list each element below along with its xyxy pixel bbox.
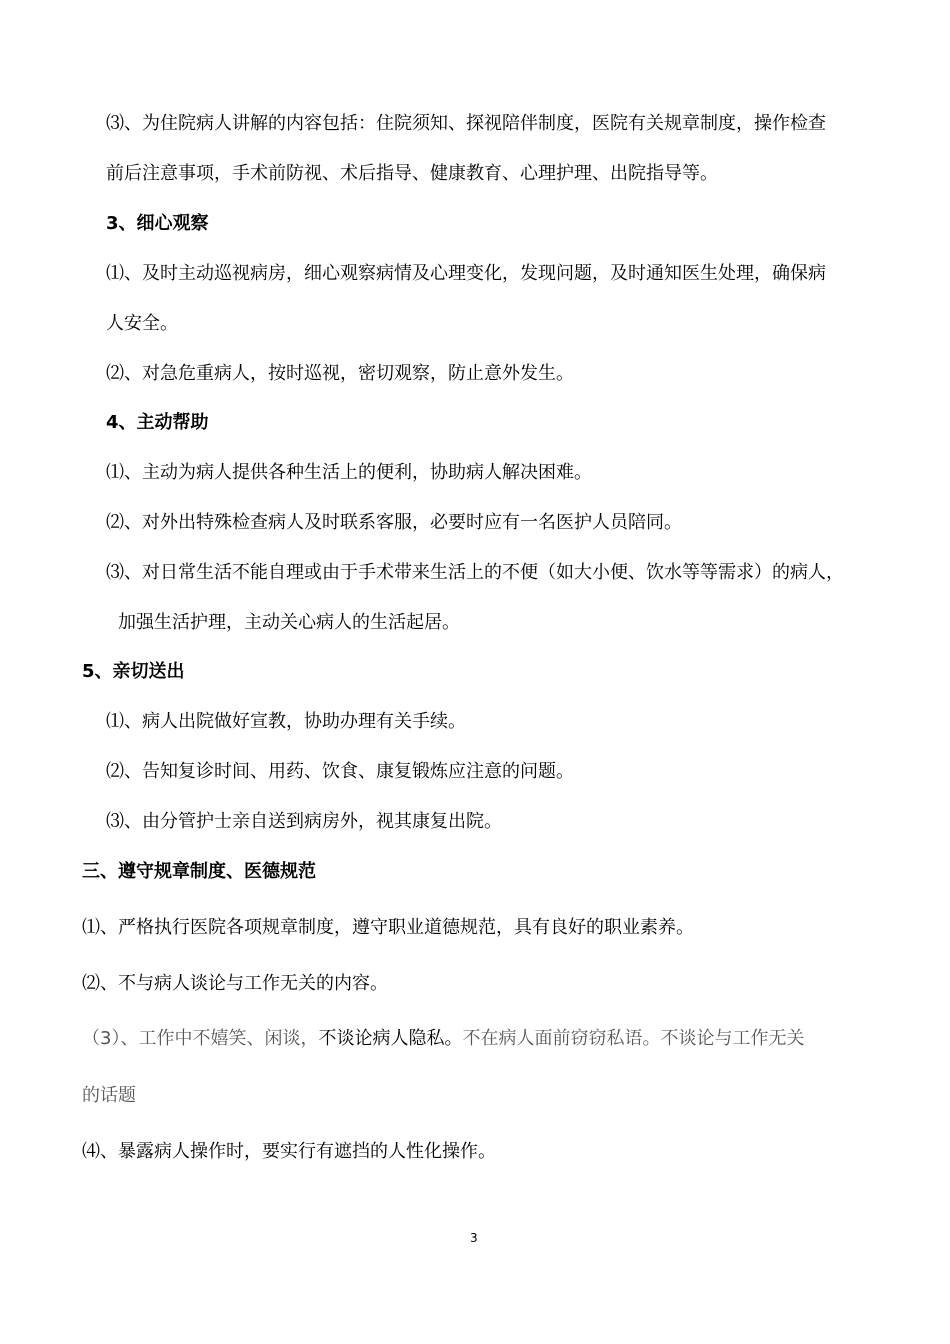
- section3-item1-line1: ⑴、及时主动巡视病房，细心观察病情及心理变化，发现问题，及时通知医生处理，确保病: [106, 263, 826, 284]
- section5-item1: ⑴、病人出院做好宣教，协助办理有关手续。: [106, 711, 466, 732]
- intro-item3-line1: ⑶、为住院病人讲解的内容包括：住院须知、探视陪伴制度，医院有关规章制度，操作检查: [106, 113, 826, 134]
- page-number: 3: [470, 1231, 478, 1245]
- chapter3-heading: 三、遵守规章制度、医德规范: [82, 861, 316, 882]
- section4-item3-line2: 加强生活护理，主动关心病人的生活起居。: [118, 612, 460, 633]
- chapter3-item3-part2: 不谈论病人隐私。: [318, 1028, 463, 1049]
- section4-item1: ⑴、主动为病人提供各种生活上的便利，协助病人解决困难。: [106, 462, 592, 483]
- section5-heading: 5、亲切送出: [82, 661, 185, 682]
- section4-item3-line1: ⑶、对日常生活不能自理或由于手术带来生活上的不便（如大小便、饮水等等需求）的病人，: [106, 562, 844, 583]
- chapter3-item3-part1: （3）、工作中不嬉笑、闲谈，: [82, 1028, 319, 1049]
- section4-item2: ⑵、对外出特殊检查病人及时联系客服，必要时应有一名医护人员陪同。: [106, 512, 682, 533]
- section3-item2: ⑵、对急危重病人，按时巡视，密切观察，防止意外发生。: [106, 363, 574, 384]
- section3-item1-line2: 人安全。: [106, 313, 178, 334]
- chapter3-item4: ⑷、暴露病人操作时，要实行有遮挡的人性化操作。: [82, 1141, 496, 1162]
- chapter3-item2: ⑵、不与病人谈论与工作无关的内容。: [82, 973, 388, 994]
- chapter3-item3-line1: [82, 1027, 804, 1051]
- section4-heading: 4、主动帮助: [106, 412, 209, 433]
- chapter3-item1: ⑴、严格执行医院各项规章制度，遵守职业道德规范，具有良好的职业素养。: [82, 917, 694, 938]
- section5-item2: ⑵、告知复诊时间、用药、饮食、康复锻炼应注意的问题。: [106, 761, 574, 782]
- chapter3-item3-part3: 不在病人面前窃窃私语。不谈论与工作无关: [462, 1028, 805, 1049]
- section3-heading: 3、细心观察: [106, 213, 209, 234]
- intro-item3-line2: 前后注意事项，手术前防视、术后指导、健康教育、心理护理、出院指导等。: [106, 163, 718, 184]
- section5-item3: ⑶、由分管护士亲自送到病房外，视其康复出院。: [106, 811, 502, 832]
- chapter3-item3-line2: 的话题: [82, 1085, 136, 1106]
